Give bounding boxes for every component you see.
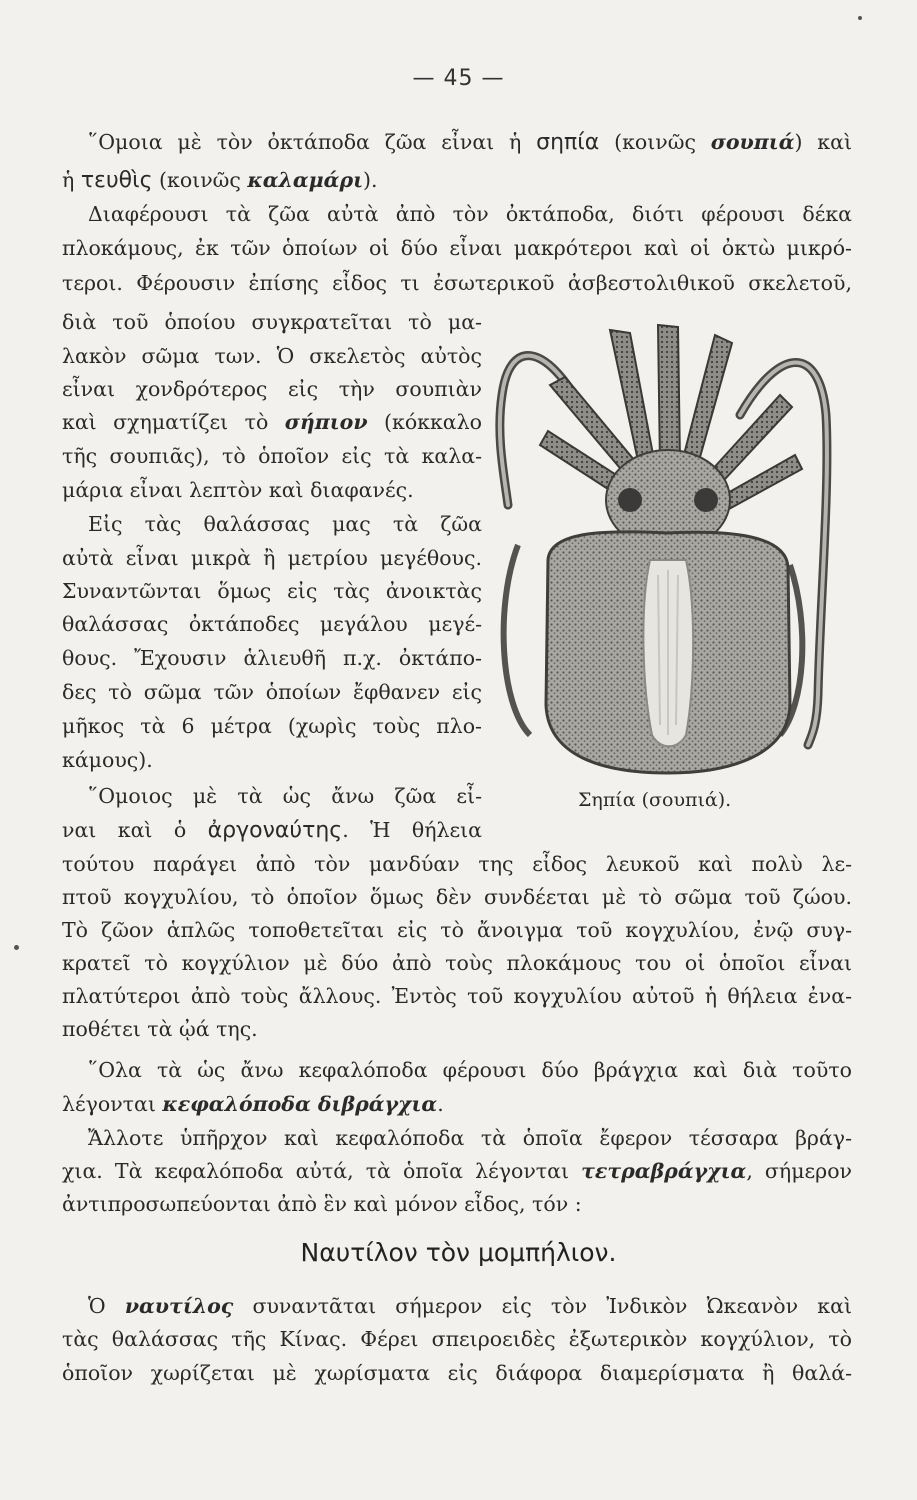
text-line: πλατύτεροι ἀπὸ τοὺς ἄλλους. Ἐντὸς τοῦ κογχυλίου αὐτοῦ ἡ θήλεια ἐνα-	[62, 984, 852, 1008]
text-line: Ἄλλοτε ὑπῆρχον καὶ κεφαλόποδα τὰ ὁποῖα ἔφερον τέσσαρα βράγ-	[88, 1126, 852, 1150]
text-line: ῞Ολα τὰ ὡς ἄνω κεφαλόποδα φέρουσι δύο βράγχια καὶ διὰ τοῦτο	[88, 1058, 852, 1082]
text-line: κάμους).	[62, 748, 153, 772]
text-line: πλοκάμους, ἐκ τῶν ὁποίων οἱ δύο εἶναι μακρότεροι καὶ οἱ ὀκτὼ μικρό-	[62, 236, 852, 260]
text-line: δες τὸ σῶμα τῶν ὁποίων ἔφθανεν εἰς	[62, 680, 482, 704]
text-line: ἀντιπροσωπεύονται ἀπὸ ἓν καὶ μόνον εἶδος, τόν :	[62, 1192, 582, 1216]
scan-speck	[858, 16, 862, 20]
text-line: τὰς θαλάσσας τῆς Κίνας. Φέρει σπειροειδὲς ἐξωτερικὸν κογχύλιον, τὸ	[62, 1327, 852, 1351]
text-line: πτοῦ κογχυλίου, τὸ ὁποῖον ὅμως δὲν συνδέεται μὲ τὸ σῶμα τοῦ ζώου.	[62, 885, 852, 909]
text-line: ἡ τευθὶς (κοινῶς καλαμάρι).	[62, 168, 378, 193]
text-line: ῞Ομοια μὲ τὸν ὀκτάποδα ζῶα εἶναι ἡ σηπία (κοινῶς σουπιά) καὶ	[88, 130, 853, 155]
text-line: ναι καὶ ὁ ἀργοναύτης. Ἡ θήλεια	[62, 818, 482, 843]
text-line: τῆς σουπιᾶς), τὸ ὁποῖον εἰς τὰ καλα-	[62, 444, 482, 468]
text-line: χια. Τὰ κεφαλόποδα αὐτά, τὰ ὁποῖα λέγονται τετραβράγχια, σήμερον	[62, 1159, 853, 1183]
cuttlefish-drawing	[490, 305, 850, 780]
text-line: Ὁ ναυτίλος συναντᾶται σήμερον εἰς τὸν Ἰνδικὸν Ὠκεανὸν καὶ	[88, 1294, 852, 1318]
text-line: ῞Ομοιος μὲ τὰ ὡς ἄνω ζῶα εἶ-	[88, 784, 482, 808]
text-line: κρατεῖ τὸ κογχύλιον μὲ δύο ἀπὸ τοὺς πλοκάμους του οἱ ὁποῖοι εἶναι	[62, 951, 852, 975]
text-line: θαλάσσας ὀκτάποδες μεγάλου μεγέ-	[62, 612, 482, 636]
text-line: ποθέτει τὰ ᾠά της.	[62, 1017, 258, 1041]
figure-caption: Σηπία (σουπιά).	[578, 789, 732, 811]
text-line: εἶναι χονδρότερος εἰς τὴν σουπιὰν	[62, 377, 482, 401]
text-line: μῆκος τὰ 6 μέτρα (χωρὶς τοὺς πλο-	[62, 714, 482, 738]
text-line: καὶ σχηματίζει τὸ σήπιον (κόκκαλο	[62, 410, 482, 434]
text-line: Διαφέρουσι τὰ ζῶα αὐτὰ ἀπὸ τὸν ὀκτάποδα, διότι φέρουσι δέκα	[88, 202, 852, 226]
section-heading: Ναυτίλον τὸν μομπήλιον.	[300, 1238, 617, 1267]
text-line: τεροι. Φέρουσιν ἐπίσης εἶδος τι ἐσωτερικοῦ ἀσβεστολιθικοῦ σκελετοῦ,	[62, 271, 852, 295]
cuttlefish-illustration	[490, 305, 850, 780]
text-line: τούτου παράγει ἀπὸ τὸν μανδύαν της εἶδος λευκοῦ καὶ πολὺ λε-	[62, 852, 852, 876]
text-line: αὐτὰ εἶναι μικρὰ ἢ μετρίου μεγέθους.	[62, 546, 482, 570]
text-line: διὰ τοῦ ὁποίου συγκρατεῖται τὸ μα-	[62, 310, 482, 334]
text-line: λακὸν σῶμα των. Ὁ σκελετὸς αὐτὸς	[62, 344, 482, 368]
text-line: ὁποῖον χωρίζεται μὲ χωρίσματα εἰς διάφορα διαμερίσματα ἢ θαλά-	[62, 1361, 852, 1385]
text-line: Συναντῶνται ὅμως εἰς τὰς ἀνοικτὰς	[62, 579, 482, 603]
text-line: Τὸ ζῶον ἁπλῶς τοποθετεῖται εἰς τὸ ἄνοιγμα τοῦ κογχυλίου, ἐνῷ συγ-	[62, 918, 852, 942]
text-line: λέγονται κεφαλόποδα διβράγχια.	[62, 1092, 444, 1116]
text-line: μάρια εἶναι λεπτὸν καὶ διαφανές.	[62, 478, 414, 502]
scan-speck	[14, 945, 19, 950]
text-line: Εἰς τὰς θαλάσσας μας τὰ ζῶα	[88, 512, 482, 536]
text-line: θους. Ἔχουσιν ἁλιευθῆ π.χ. ὀκτάπο-	[62, 646, 482, 670]
page-number: — 45 —	[412, 66, 505, 91]
